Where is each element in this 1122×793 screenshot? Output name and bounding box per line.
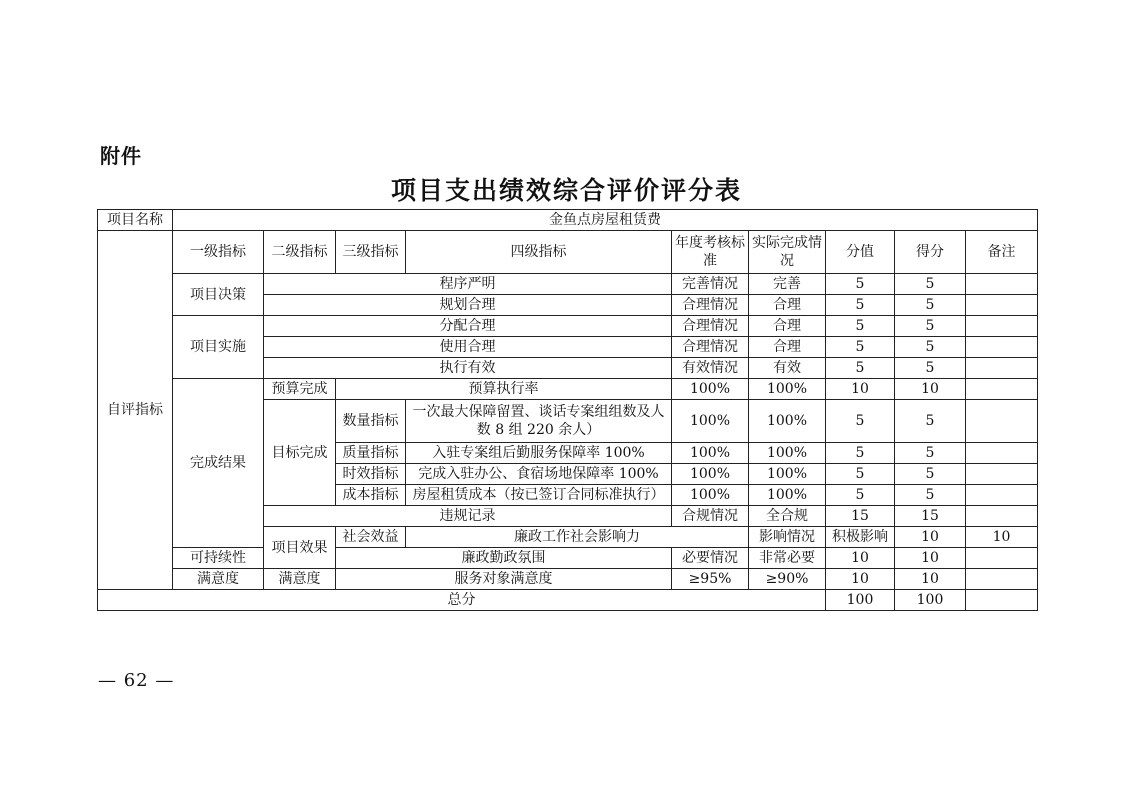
row-score: 5 [826, 464, 895, 485]
row-level4: 预算执行率 [336, 379, 672, 400]
row-score: 5 [826, 443, 895, 464]
row-level4: 一次最大保障留置、谈话专案组组数及人数 8 组 220 余人） [406, 400, 672, 443]
row-standard: 100% [672, 400, 749, 443]
project-name-label: 项目名称 [98, 210, 173, 231]
row-score: 10 [826, 548, 895, 569]
row-actual: 积极影响 [826, 527, 895, 548]
row-score: 5 [826, 358, 895, 379]
row-level4: 房屋租赁成本（按已签订合同标准执行） [406, 485, 672, 506]
row-level4: 使用合理 [264, 337, 672, 358]
row-obtained: 5 [895, 464, 966, 485]
table-row [98, 548, 1038, 569]
row-level2: 可持续性 [173, 548, 264, 569]
row-level3: 质量指标 [336, 443, 406, 464]
row-actual: 合理 [749, 316, 826, 337]
row-level3: 数量指标 [336, 400, 406, 443]
row-actual: ≥90% [749, 569, 826, 590]
header-obtained: 得分 [895, 231, 966, 274]
row-level2: 预算完成 [264, 379, 336, 400]
total-remark [966, 590, 1038, 611]
row-level4: 分配合理 [264, 316, 672, 337]
row-score: 5 [826, 337, 895, 358]
row-obtained: 5 [895, 274, 966, 295]
row-obtained: 10 [895, 548, 966, 569]
row-level4: 规划合理 [264, 295, 672, 316]
row-score: 5 [826, 295, 895, 316]
row-standard: 完善情况 [672, 274, 749, 295]
row-actual: 合理 [749, 337, 826, 358]
row-actual: 100% [749, 464, 826, 485]
row-remark [966, 379, 1038, 400]
row-obtained: 10 [895, 569, 966, 590]
row-obtained: 5 [895, 358, 966, 379]
row-score: 15 [826, 506, 895, 527]
row-obtained: 5 [895, 485, 966, 506]
row-obtained: 10 [895, 379, 966, 400]
row-actual: 非常必要 [749, 548, 826, 569]
row-obtained: 5 [895, 316, 966, 337]
row-level4: 廉政工作社会影响力 [406, 527, 749, 548]
row-obtained: 5 [895, 295, 966, 316]
row-actual: 有效 [749, 358, 826, 379]
table-row [98, 274, 1038, 295]
header-level4: 四级指标 [406, 231, 672, 274]
row-remark [966, 337, 1038, 358]
row-standard: 有效情况 [672, 358, 749, 379]
row-level4: 完成入驻办公、食宿场地保障率 100% [406, 464, 672, 485]
row-remark [966, 464, 1038, 485]
row-level3: 时效指标 [336, 464, 406, 485]
row-remark [966, 295, 1038, 316]
header-actual-completion: 实际完成情况 [749, 231, 826, 274]
row-remark [966, 506, 1038, 527]
project-name-value: 金鱼点房屋租赁费 [173, 210, 1038, 231]
row-remark [966, 316, 1038, 337]
row-obtained: 10 [966, 527, 1038, 548]
row-score: 5 [826, 485, 895, 506]
page-number: — 62 — [98, 670, 175, 691]
row-actual: 完善 [749, 274, 826, 295]
row-standard: 影响情况 [749, 527, 826, 548]
total-obtained: 100 [895, 590, 966, 611]
header-row [98, 231, 1038, 274]
row-obtained: 5 [895, 443, 966, 464]
row-standard: 必要情况 [672, 548, 749, 569]
row-score: 5 [826, 274, 895, 295]
total-row [98, 590, 1038, 611]
header-level2: 二级指标 [264, 231, 336, 274]
row-level2: 社会效益 [336, 527, 406, 548]
row-remark [966, 548, 1038, 569]
total-score: 100 [826, 590, 895, 611]
row-standard: 100% [672, 464, 749, 485]
row-standard: 100% [672, 485, 749, 506]
row-actual: 100% [749, 400, 826, 443]
row-remark [966, 274, 1038, 295]
row-obtained: 15 [895, 506, 966, 527]
group-satisfaction: 满意度 [173, 569, 264, 590]
header-score: 分值 [826, 231, 895, 274]
row-actual: 合理 [749, 295, 826, 316]
row-level4: 程序严明 [264, 274, 672, 295]
row-score: 10 [895, 527, 966, 548]
group-decision: 项目决策 [173, 274, 264, 316]
row-level4: 服务对象满意度 [336, 569, 672, 590]
row-level4: 入驻专案组后勤服务保障率 100% [406, 443, 672, 464]
table-row [98, 379, 1038, 400]
row-actual: 100% [749, 443, 826, 464]
header-annual-standard: 年度考核标准 [672, 231, 749, 274]
attachment-label: 附件 [100, 144, 142, 168]
section-label: 自评指标 [98, 231, 173, 590]
header-level3: 三级指标 [336, 231, 406, 274]
total-label: 总分 [98, 590, 826, 611]
row-standard: ≥95% [672, 569, 749, 590]
row-actual: 100% [749, 379, 826, 400]
row-actual: 100% [749, 485, 826, 506]
row-remark [966, 400, 1038, 443]
row-level4: 廉政勤政氛围 [336, 548, 672, 569]
header-level1: 一级指标 [173, 231, 264, 274]
row-standard: 合理情况 [672, 295, 749, 316]
row-standard: 合规情况 [672, 506, 749, 527]
group-result: 完成结果 [173, 379, 264, 548]
table-row [98, 316, 1038, 337]
project-row [98, 210, 1038, 231]
row-remark [966, 569, 1038, 590]
header-remarks: 备注 [966, 231, 1038, 274]
row-standard: 合理情况 [672, 337, 749, 358]
group-implement: 项目实施 [173, 316, 264, 379]
page-title: 项目支出绩效综合评价评分表 [390, 176, 742, 205]
row-level4: 违规记录 [264, 506, 672, 527]
row-obtained: 5 [895, 400, 966, 443]
row-level2: 目标完成 [264, 400, 336, 506]
group-effect: 项目效果 [264, 527, 336, 569]
row-standard: 100% [672, 443, 749, 464]
score-table [97, 209, 1038, 611]
table-row [98, 569, 1038, 590]
row-score: 10 [826, 569, 895, 590]
row-level4: 执行有效 [264, 358, 672, 379]
row-level3: 成本指标 [336, 485, 406, 506]
row-actual: 全合规 [749, 506, 826, 527]
row-score: 5 [826, 400, 895, 443]
row-standard: 100% [672, 379, 749, 400]
row-score: 5 [826, 316, 895, 337]
row-remark [966, 358, 1038, 379]
row-standard: 合理情况 [672, 316, 749, 337]
row-remark [966, 485, 1038, 506]
row-obtained: 5 [895, 337, 966, 358]
row-score: 10 [826, 379, 895, 400]
row-level2: 满意度 [264, 569, 336, 590]
row-remark [966, 443, 1038, 464]
